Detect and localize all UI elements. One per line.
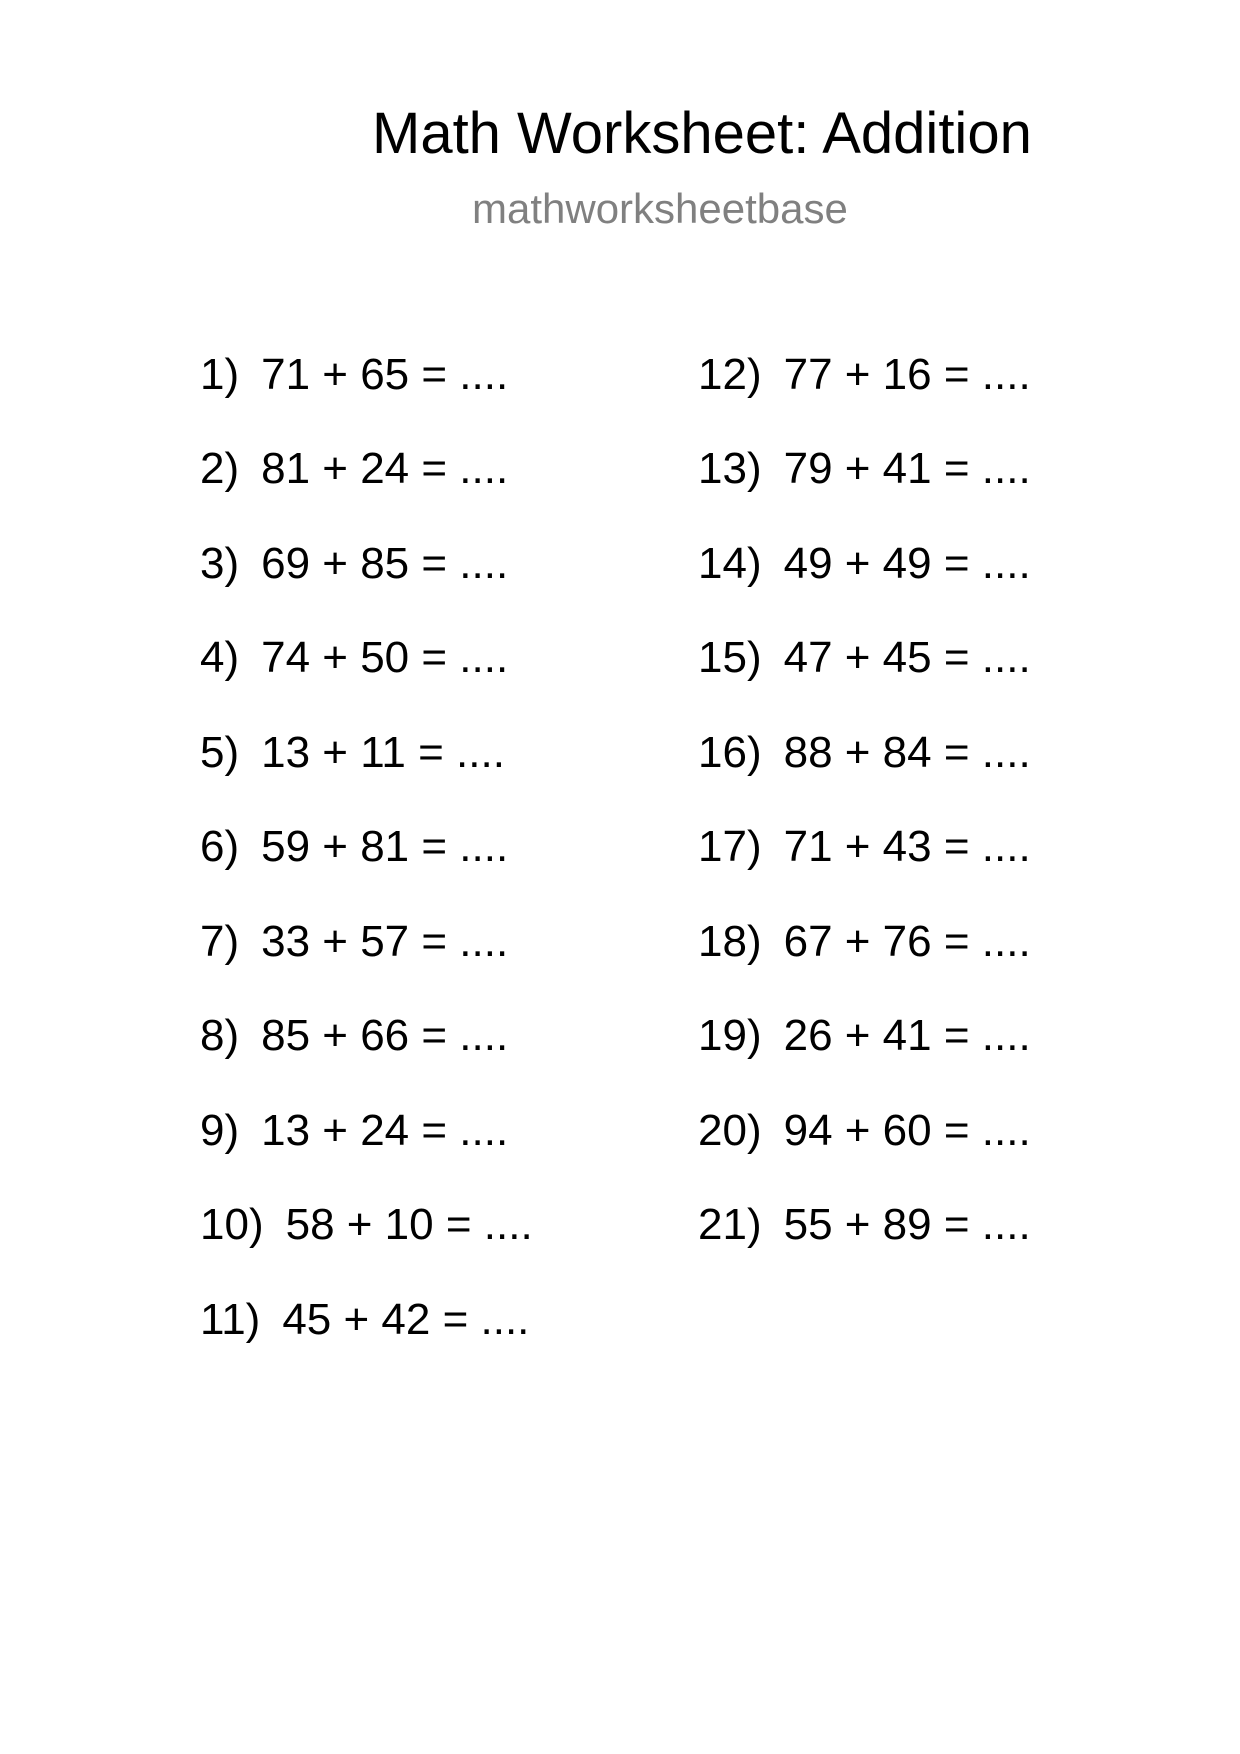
problem-item [698, 1105, 1031, 1157]
worksheet-source: mathworksheetbase [472, 185, 848, 232]
problem-expression: 77 + 16 = .... [783, 350, 1031, 399]
problem-expression: 59 + 81 = .... [261, 822, 509, 871]
problem-number: 21) [698, 1200, 762, 1249]
problem-item [698, 538, 1031, 590]
problem-number: 10) [200, 1200, 264, 1249]
problem-number: 4) [200, 633, 240, 682]
problem-number: 19) [698, 1011, 762, 1060]
problem-item [200, 1199, 533, 1251]
problem-expression: 79 + 41 = .... [783, 444, 1031, 493]
problem-expression: 88 + 84 = .... [783, 728, 1031, 777]
problem-number: 3) [200, 539, 240, 588]
problem-expression: 71 + 43 = .... [783, 822, 1031, 871]
problem-expression: 47 + 45 = .... [783, 633, 1031, 682]
problem-number: 8) [200, 1011, 240, 1060]
problem-number: 12) [698, 350, 762, 399]
problem-number: 15) [698, 633, 762, 682]
problem-expression: 74 + 50 = .... [261, 633, 509, 682]
problem-expression: 13 + 24 = .... [261, 1106, 509, 1155]
problem-item [200, 916, 508, 968]
problem-item [698, 1199, 1031, 1251]
problem-item [698, 349, 1031, 401]
problem-expression: 69 + 85 = .... [261, 539, 509, 588]
problem-expression: 94 + 60 = .... [783, 1106, 1031, 1155]
problem-number: 7) [200, 917, 240, 966]
problem-item [200, 632, 508, 684]
problem-expression: 49 + 49 = .... [783, 539, 1031, 588]
problem-number: 13) [698, 444, 762, 493]
problem-number: 16) [698, 728, 762, 777]
problem-item [698, 632, 1031, 684]
problem-number: 1) [200, 350, 240, 399]
problem-number: 17) [698, 822, 762, 871]
problem-item [200, 1010, 508, 1062]
problem-item [698, 727, 1031, 779]
problem-number: 14) [698, 539, 762, 588]
problem-expression: 58 + 10 = .... [285, 1200, 533, 1249]
problem-item [698, 821, 1031, 873]
problem-expression: 85 + 66 = .... [261, 1011, 509, 1060]
problem-number: 18) [698, 917, 762, 966]
problem-number: 20) [698, 1106, 762, 1155]
problem-item [200, 727, 505, 779]
problem-expression: 81 + 24 = .... [261, 444, 509, 493]
problem-item [698, 443, 1031, 495]
problem-expression: 33 + 57 = .... [261, 917, 509, 966]
problem-item [200, 349, 508, 401]
problem-item [200, 1294, 529, 1346]
problem-number: 6) [200, 822, 240, 871]
problem-expression: 26 + 41 = .... [783, 1011, 1031, 1060]
problem-expression: 67 + 76 = .... [783, 917, 1031, 966]
problem-item [698, 1010, 1031, 1062]
problem-item [698, 916, 1031, 968]
problem-item [200, 443, 508, 495]
worksheet-title: Math Worksheet: Addition [372, 101, 1032, 166]
problem-item [200, 821, 508, 873]
problem-number: 9) [200, 1106, 240, 1155]
problem-expression: 71 + 65 = .... [261, 350, 509, 399]
problem-number: 5) [200, 728, 240, 777]
problem-number: 2) [200, 444, 240, 493]
problem-number: 11) [200, 1295, 261, 1344]
problem-item [200, 1105, 508, 1157]
problem-item [200, 538, 508, 590]
problem-expression: 55 + 89 = .... [783, 1200, 1031, 1249]
problem-expression: 13 + 11 = .... [261, 728, 505, 777]
problem-expression: 45 + 42 = .... [282, 1295, 530, 1344]
